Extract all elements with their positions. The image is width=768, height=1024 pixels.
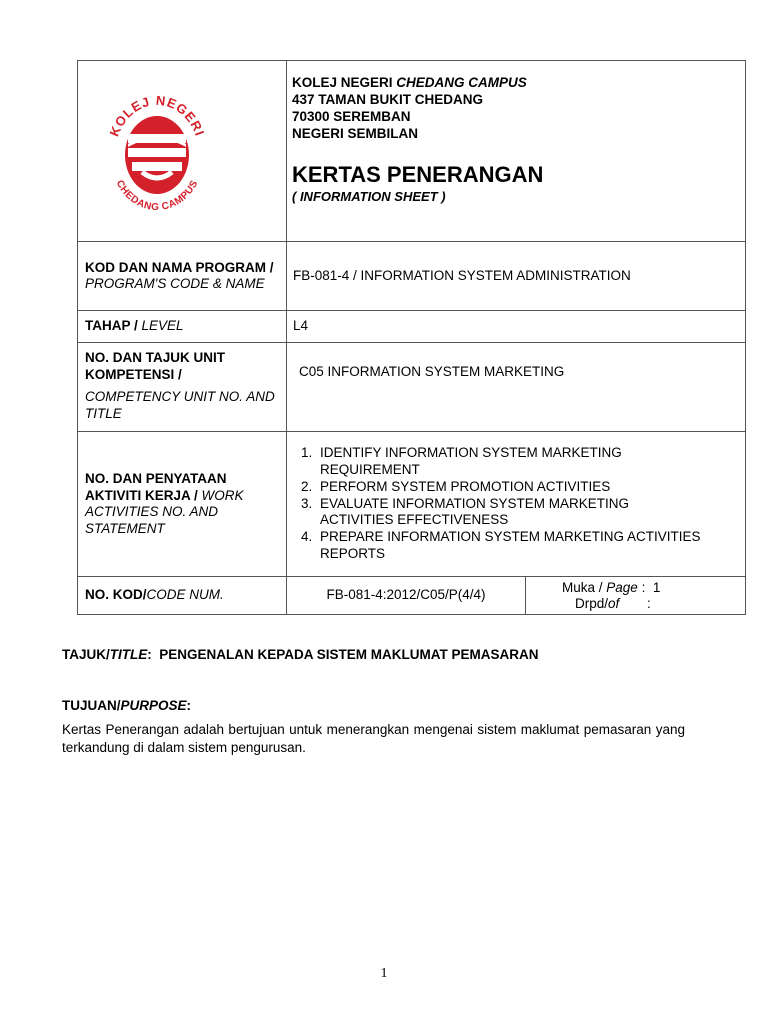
activities-label [78, 432, 287, 577]
list-item: 4. PREPARE INFORMATION SYSTEM MARKETING ACTIVITIES REPORTS [316, 529, 705, 563]
of-label-plain: Drpd/ [575, 595, 609, 611]
unit-label-bold: NO. DAN TAJUK UNIT KOMPETENSI / [85, 350, 225, 382]
institution-prefix: KOLEJ NEGERI [292, 75, 393, 90]
page-value: 1 [652, 579, 661, 595]
activities-value [287, 432, 746, 577]
list-item: 1. IDENTIFY INFORMATION SYSTEM MARKETING REQUIREMENT [316, 445, 705, 479]
code-row [78, 577, 746, 615]
logo-ring-top-text: KOLEJ NEGERI [106, 92, 208, 139]
logo-ring-bottom-text: CHEDANG CAMPUS [113, 178, 201, 214]
purpose-label-plain: TUJUAN/ [62, 698, 121, 713]
unit-row [78, 343, 746, 432]
unit-label [78, 343, 287, 432]
unit-label-italic: COMPETENCY UNIT NO. AND TITLE [85, 389, 275, 421]
title-label-italic: TITLE [109, 647, 148, 662]
program-label [78, 242, 287, 311]
level-row [78, 311, 746, 343]
program-row [78, 242, 746, 311]
code-value: FB-081-4:2012/C05/P(4/4) [287, 577, 526, 615]
institution-name [292, 74, 738, 91]
logo-cell [78, 61, 287, 242]
level-label [78, 311, 287, 343]
purpose-label-italic: PURPOSE [120, 698, 187, 713]
address-line-2: 70300 SEREMBAN [292, 109, 411, 124]
page-label-plain: Muka / [562, 579, 603, 595]
page-number: 1 [380, 966, 388, 981]
page-line: Muka / Page : 1 [562, 579, 661, 595]
purpose-text: Kertas Penerangan adalah bertujuan untuk menerangkan mengenai sistem maklumat pemasaran yang terkandung di dalam sistem pengurusan. [62, 722, 685, 755]
program-label-bold: KOD DAN NAMA PROGRAM / [85, 259, 274, 275]
of-label-italic: of [608, 595, 620, 611]
activities-row [78, 432, 746, 577]
activities-label-bold: NO. DAN PENYATAAN AKTIVITI KERJA / [85, 471, 227, 503]
address-line-3: NEGERI SEMBILAN [292, 126, 419, 141]
of-line: Drpd/of : [575, 595, 651, 611]
page-label-italic: Page [606, 579, 638, 595]
activities-label-italic: WORK ACTIVITIES NO. AND STATEMENT [85, 487, 244, 536]
address-line-1: 437 TAMAN BUKIT CHEDANG [292, 92, 484, 107]
unit-value: C05 INFORMATION SYSTEM MARKETING [287, 343, 746, 432]
level-label-italic: LEVEL [141, 318, 184, 334]
code-label [78, 577, 287, 615]
doc-title: KERTAS PENERANGAN [292, 162, 544, 187]
level-value: L4 [287, 311, 746, 343]
activities-list [294, 445, 705, 563]
institution-address [292, 74, 738, 142]
program-label-italic: PROGRAM'S CODE & NAME [85, 276, 265, 291]
institution-campus: CHEDANG CAMPUS [396, 75, 527, 90]
level-label-bold: TAHAP / [85, 318, 138, 334]
doc-body-title: TAJUK/TITLE: PENGENALAN KEPADA SISTEM MAKLUMAT PEMASARAN [62, 647, 539, 662]
list-item: 3. EVALUATE INFORMATION SYSTEM MARKETING ACTIVITIES EFFECTIVENESS [316, 496, 705, 530]
header-table [77, 60, 746, 615]
doc-subtitle: ( INFORMATION SHEET ) [292, 189, 446, 204]
program-value: FB-081-4 / INFORMATION SYSTEM ADMINISTRATION [287, 242, 746, 311]
code-label-bold: NO. KOD/ [85, 587, 147, 603]
header-info-cell [287, 61, 746, 242]
purpose-heading: TUJUAN/PURPOSE: [62, 698, 192, 713]
title-label-plain: TAJUK/ [62, 647, 110, 662]
header-row [78, 61, 746, 242]
college-seal-icon [102, 84, 212, 218]
code-label-italic: CODE NUM. [146, 587, 224, 603]
list-item: 2. PERFORM SYSTEM PROMOTION ACTIVITIES [316, 479, 705, 496]
title-value: PENGENALAN KEPADA SISTEM MAKLUMAT PEMASARAN [159, 647, 539, 662]
page-info [526, 577, 746, 615]
